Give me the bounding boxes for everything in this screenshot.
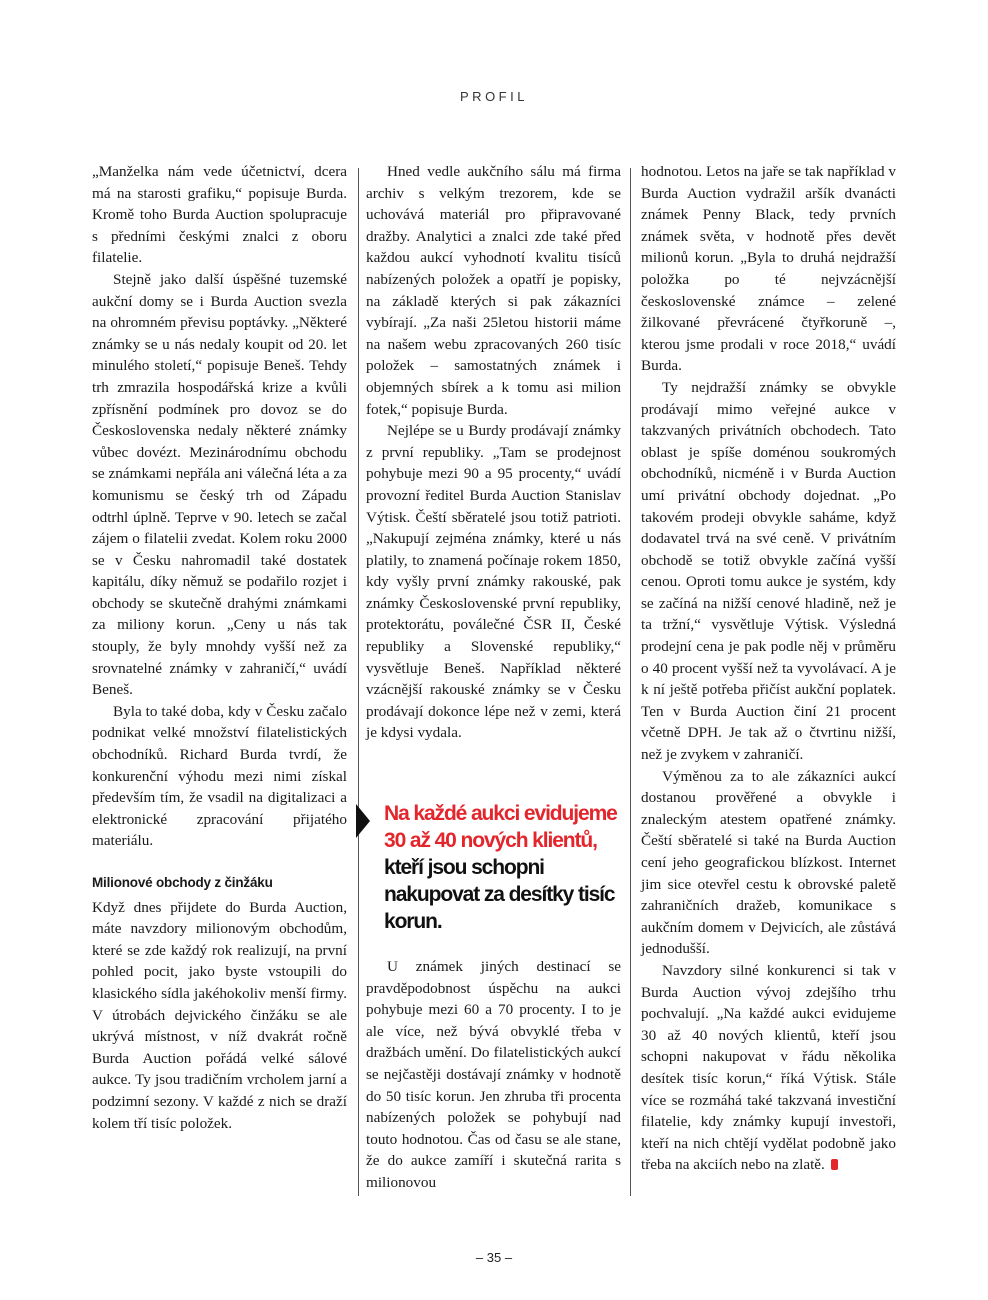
paragraph: U známek jiných destinací se pravděpodobnost úspěchu na aukci pohybuje mezi 60 a 70 procenty. I to je ale více, než bývá obvyklé třeba v dražbách umění. Do filatelistických aukcí se nejčastěji dostávají známky v hodnotě do 50 tisíc korun. Jen zhruba tři procenta nabízených položek se pohybují nad touto hodnotou. Čas od času se ale stane, že do aukce zamíří i skutečná rarita s milionovou: [366, 958, 621, 1191]
article-column-2-continued: [366, 956, 621, 1194]
paragraph-text: Navzdory silné konkurenci si tak v Burda Auction vývoj zdejšího trhu pochvalují. „Na každé aukci evidujeme 30 až 40 nových klientů, kteří jsou schopni nakupovat v řádu několika desítek tisíc korun,“ říká Výtisk. Stále více se rozmáhá také takzvaná investiční filatelie, kdy známky kupují investoři, kteří na nich chtějí vydělat podobně jako třeba na akciích nebo na zlatě.: [641, 961, 896, 1174]
pull-quote-red-text: Na každé aukci evidujeme 30 až 40 nových klientů,: [384, 802, 617, 852]
page-number: – 35 –: [475, 1250, 513, 1265]
section-label: PROFIL: [460, 89, 528, 104]
subheading: Milionové obchody z činžáku: [92, 875, 273, 890]
paragraph: [641, 960, 896, 1176]
pull-quote: [356, 800, 636, 935]
article-column-1: [92, 161, 347, 1134]
end-mark-icon: [831, 1159, 838, 1170]
article-column-2: [366, 161, 621, 744]
paragraph: Nejlépe se u Burdy prodávají známky z první republiky. „Tam se prodejnost pohybuje mezi 90 a 95 procenty,“ uvádí provozní ředitel Burda Auction Stanislav Výtisk. Čeští sběratelé jsou totiž patrioti. „Nakupují zejména známky, které u nás platily, to znamená počínaje rokem 1850, kdy vyšly první známky rakouské, pak známky Československé první republiky, protektorátu, poválečné ČSR II, České republiky a Slovenské republiky,“ vysvětluje Beneš. Například některé vzácnější rakouské známky se v Česku prodávají dokonce lépe než v zemi, která je kdysi vydala.: [366, 422, 621, 742]
paragraph: Ty nejdražší známky se obvykle prodávají mimo veřejné aukce v takzvaných privátních obchodech. Tato oblast je spíše doménou soukromých obchodníků, nicméně i v Burda Auction umí privátní obchody dojednat. „Po takovém prodeji obvykle saháme, když dodavatel trvá na své ceně. V privátním obchodě se totiž obvykle začíná vyšší cenou. Oproti tomu aukce je systém, kdy se začíná na nižší cenové hladině, než je ta tržní,“ vysvětluje Výtisk. Výsledná prodejní cena je pak podle něj v průměru o 40 procent vyšší než ta vyvolávací. A je k ní ještě potřeba přičíst aukční poplatek. Ten v Burda Auction činí 21 procent včetně DPH. Je tak až o čtvrtinu nižší, než je zvykem v zahraničí.: [641, 378, 896, 764]
paragraph: Stejně jako další úspěšné tuzemské aukční domy se i Burda Auction svezla na ohromném převisu poptávky. „Některé známky se u nás nedaly koupit od 20. let minulého století,“ popisuje Beneš. Tehdy trh zmrazila hospodářská krize a kvůli zpřísnění podmínek pro dovoz se do Československa nedaly některé známky vůbec dovézt. Mezinárodnímu obchodu se známkami nepřála ani válečná léta a za komunismu se český trh od Západu odtrhl úplně. Teprve v 90. letech se začal zájem o filatelii zvedat. Kolem roku 2000 se v Česku nahromadil také dostatek kapitálu, díky němuž se podařilo rozjet i obchody se skutečně drahými známkami za miliony korun. „Ceny u nás tak stouply, že byly mnohdy vyšší než za srovnatelné známky v zahraničí,“ uvádí Beneš.: [92, 270, 347, 699]
column-divider-2: [630, 168, 631, 1196]
pull-quote-triangle-icon: [356, 804, 370, 838]
column-divider-1: [358, 168, 359, 1196]
paragraph: „Manželka nám vede účetnictví, dcera má na starosti grafiku,“ popisuje Burda. Kromě toho Burda Auction spolupracuje s předními českými znalci z oboru filatelie.: [92, 163, 347, 267]
paragraph: Hned vedle aukčního sálu má firma archiv s velkým trezorem, kde se uchovává materiál pro připravované dražby. Analytici a znalci zde také před každou aukcí vyhodnotí kvalitu tisíců nabízených položek a opatří je popisky, na základě kterých si pak zákazníci vybírají. „Za naši 25letou historii máme na našem webu zpracovaných 260 tisíc položek – samostatných známek i objemných sbírek a k tomu asi milion fotek,“ popisuje Burda.: [366, 163, 621, 418]
paragraph: hodnotou. Letos na jaře se tak například v Burda Auction vydražil aršík dvanácti známek Penny Black, tedy prvních známek světa, v hodnotě přes devět milionů korun. „Byla to druhá nejdražší položka po té nejvzácnější československé známce – zelené žilkované převrácené čtyřkoruně –, kterou jsme prodali v roce 2018,“ uvádí Burda.: [641, 163, 896, 375]
paragraph: Výměnou za to ale zákazníci aukcí dostanou prověřené a obvykle i znaleckým atestem opatřené známky. Čeští sběratelé si také na Burda Auction cení jeho geografickou blízkost. Internet jim sice otevřel cestu k obrovské paletě zahraničních dražeb, komunikace s aukčním domem v Dejvicích, ale zůstává jednodušší.: [641, 767, 896, 958]
paragraph: Když dnes přijdete do Burda Auction, máte navzdory milionovým obchodům, které se zde každý rok realizují, na první pohled pocit, jako byste vstoupili do klasického sídla jakéhokoliv menší firmy. V útrobách dejvického činžáku se ale ukrývá místnost, v níž dvakrát ročně Burda Auction pořádá velké sálové aukce. Ty jsou tradičním vrcholem jarní a podzimní sezony. V každé z nich se draží kolem tří tisíc položek.: [92, 898, 347, 1132]
article-column-3: [641, 161, 896, 1176]
pull-quote-black-text: kteří jsou schopni nakupovat za desítky tisíc korun.: [384, 856, 615, 933]
paragraph: Byla to také doba, kdy v Česku začalo podnikat velké množství filatelistických obchodníků. Richard Burda tvrdí, že konkurenční výhodu mezi nimi získal především tím, že vsadil na digitalizaci a elektronické zpracování přijatého materiálu.: [92, 702, 347, 850]
